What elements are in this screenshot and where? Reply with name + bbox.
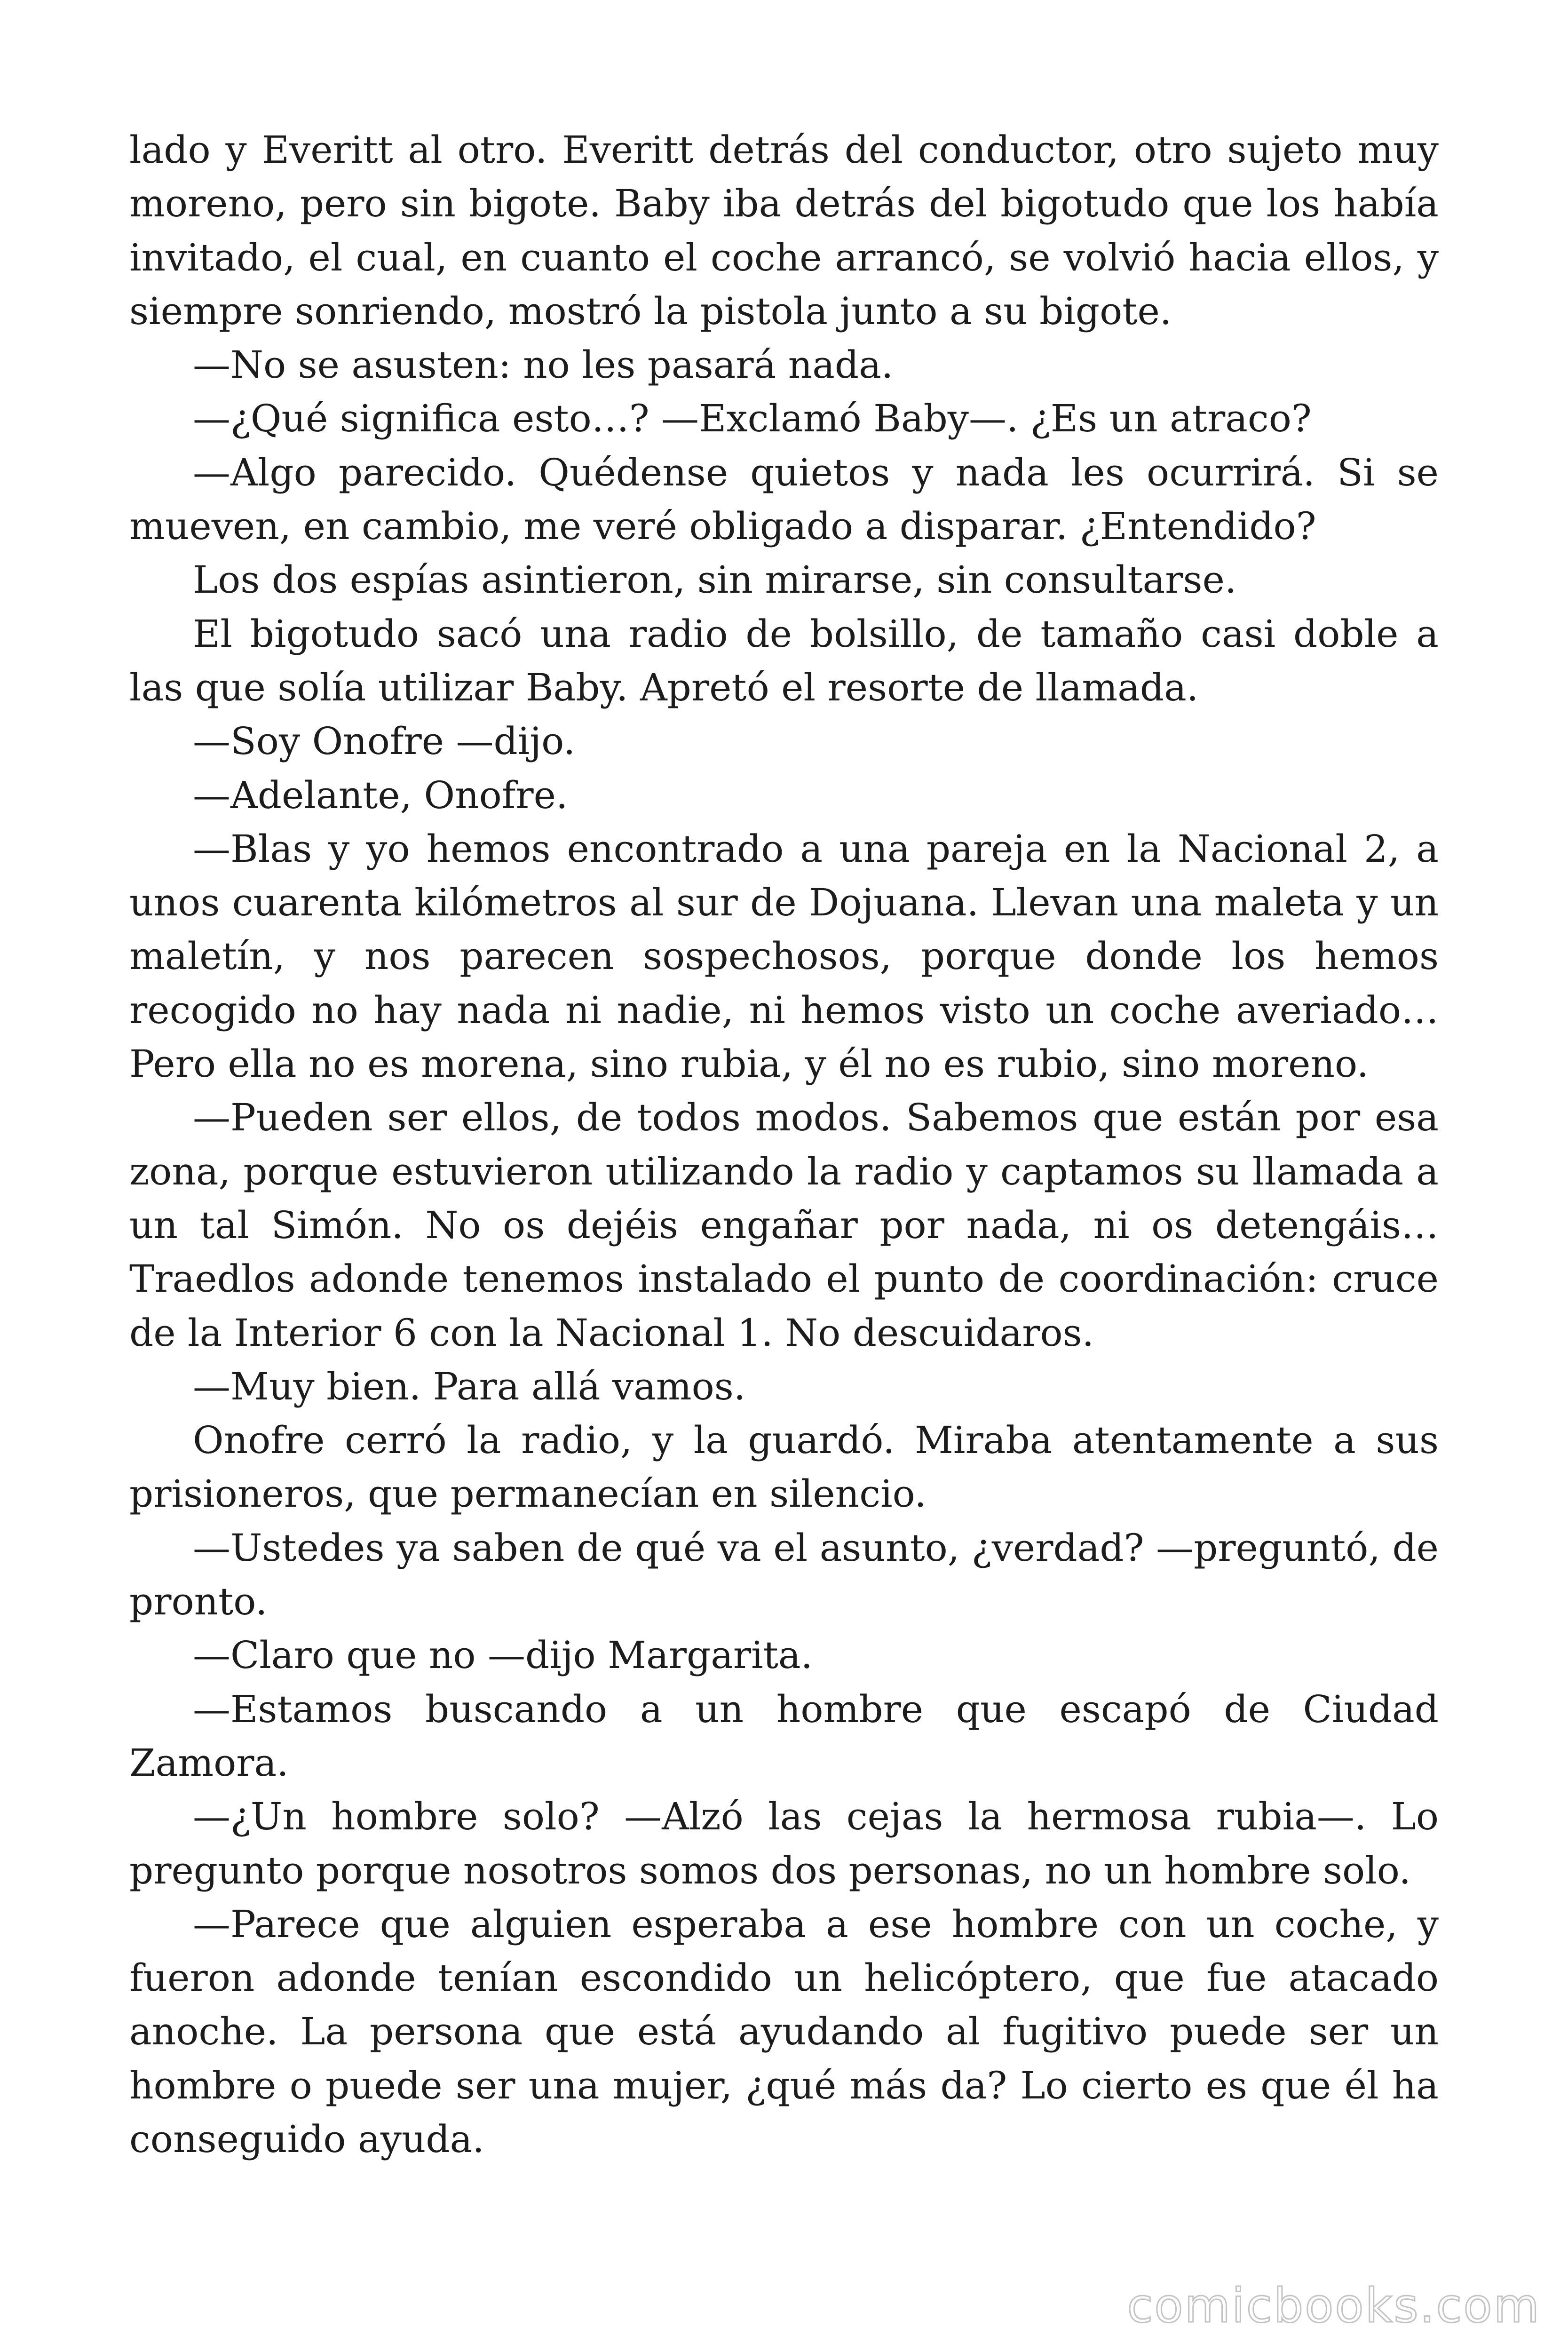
paragraph-continuation: lado y Everitt al otro. Everitt detrás del conductor, otro sujeto muy moreno, pero sin bigote. Baby iba detrás del bigotudo que los había invitado, el cual, en cuanto el coche arrancó, se volvió hacia ellos, y siempre sonriendo, mostró la pistola junto a su bigote. (129, 128, 1439, 333)
paragraph: Los dos espías asintieron, sin mirarse, sin consultarse. (193, 558, 1237, 602)
paragraph: —¿Un hombre solo? —Alzó las cejas la hermosa rubia—. Lo pregunto porque nosotros somos dos personas, no un hombre solo. (129, 1795, 1439, 1892)
paragraph: —Parece que alguien esperaba a ese hombre con un coche, y fueron adonde tenían escondido un helicóptero, que fue atacado anoche. La persona que está ayudando al fugitivo puede ser un hombre o puede ser una mujer, ¿qué más da? Lo cierto es que él ha conseguido ayuda. (129, 1902, 1439, 2161)
paragraph: Onofre cerró la radio, y la guardó. Miraba atentamente a sus prisioneros, que permanecían en silencio. (129, 1418, 1439, 1516)
paragraph: —Estamos buscando a un hombre que escapó de Ciudad Zamora. (129, 1687, 1439, 1785)
paragraph: —¿Qué significa esto…? —Exclamó Baby—. ¿Es un atraco? (193, 397, 1312, 441)
page-text-body (129, 123, 1439, 2166)
paragraph: —Soy Onofre —dijo. (193, 719, 576, 763)
paragraph: —Blas y yo hemos encontrado a una pareja en la Nacional 2, a unos cuarenta kilómetros al sur de Dojuana. Llevan una maleta y un maletín, y nos parecen sospechosos, porque donde los hemos recogido no hay nada ni nadie, ni hemos visto un coche averiado… Pero ella no es morena, sino rubia, y él no es rubio, sino moreno. (129, 826, 1439, 1086)
paragraph: —No se asusten: no les pasará nada. (193, 343, 894, 387)
paragraph: El bigotudo sacó una radio de bolsillo, de tamaño casi doble a las que solía utilizar Baby. Apretó el resorte de llamada. (129, 612, 1439, 709)
paragraph: —Pueden ser ellos, de todos modos. Sabemos que están por esa zona, porque estuvieron utilizando la radio y captamos su llamada a un tal Simón. No os dejéis engañar por nada, ni os detengáis… Traedlos adonde tenemos instalado el punto de coordinación: cruce de la Interior 6 con la Nacional 1. No descuidaros. (129, 1096, 1439, 1355)
watermark: comicbooks.com (1127, 2278, 1541, 2333)
paragraph: —Adelante, Onofre. (193, 773, 568, 817)
paragraph: —Muy bien. Para allá vamos. (193, 1364, 746, 1408)
paragraph: —Claro que no —dijo Margarita. (193, 1633, 813, 1677)
paragraph: —Ustedes ya saben de qué va el asunto, ¿verdad? —preguntó, de pronto. (129, 1526, 1439, 1624)
paragraph: —Algo parecido. Quédense quietos y nada les ocurrirá. Si se mueven, en cambio, me veré obligado a disparar. ¿Entendido? (129, 450, 1439, 548)
